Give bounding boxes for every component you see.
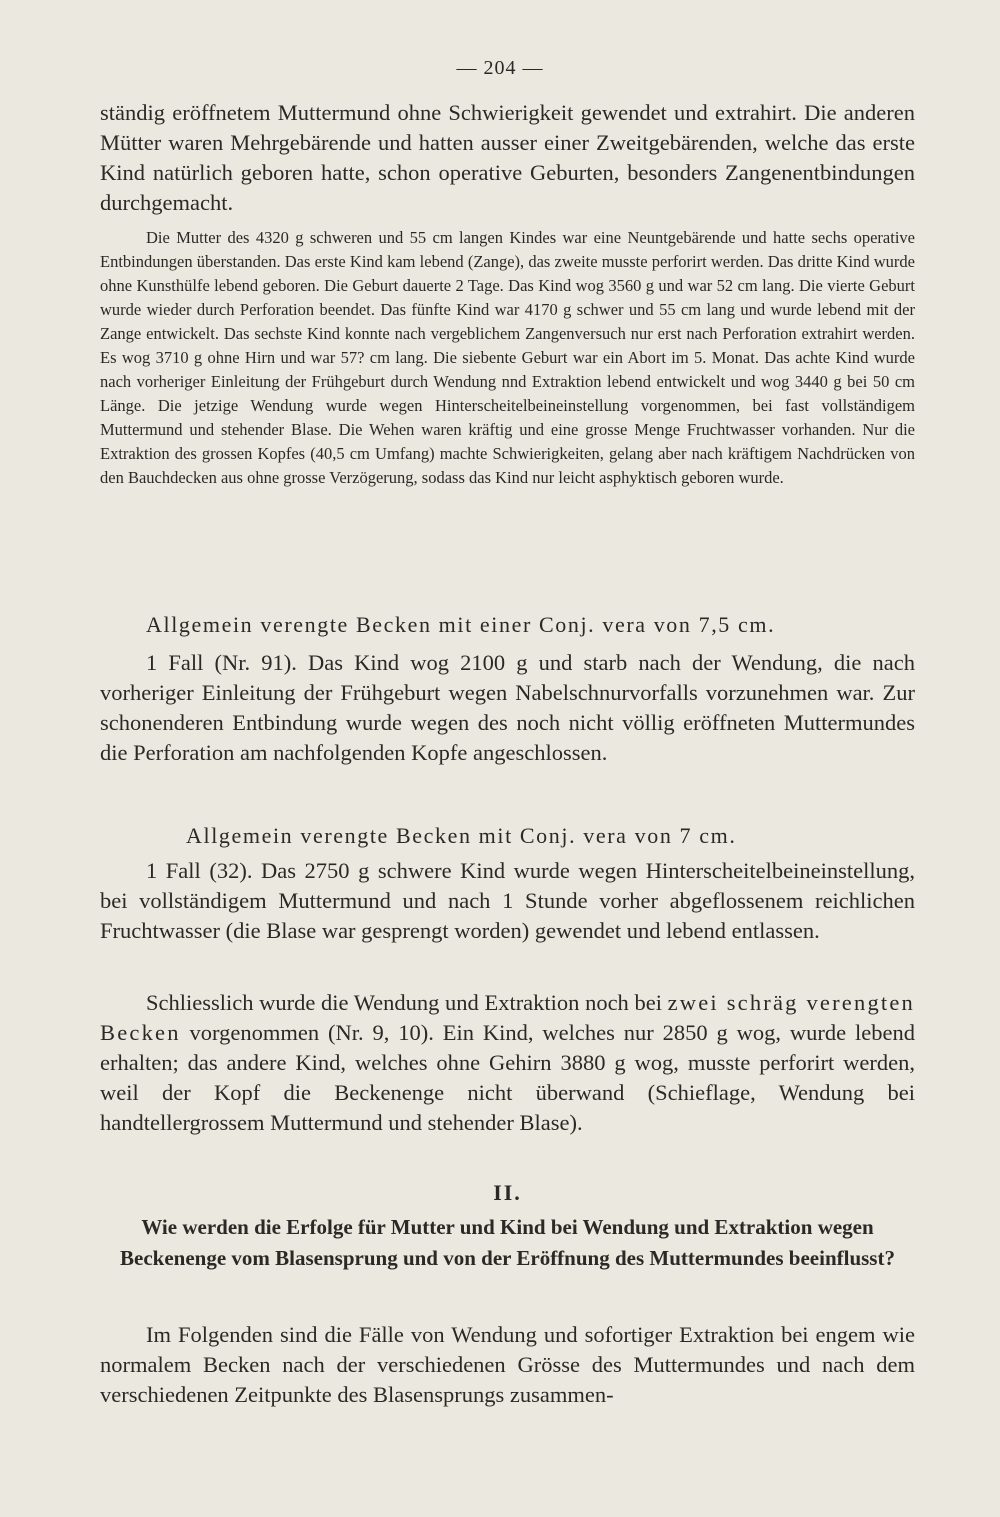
paragraph-case-91: 1 Fall (Nr. 91). Das Kind wog 2100 g und starb nach der Wendung, die nach vorheriger Einleitung der Frühgeburt wegen Nabelschnurvorfalls vorzunehmen war. Zur schonenderen Entbindung wurde wegen des noch nicht völlig eröffneten Muttermundes die Perforation am nachfolgenden Kopfe angeschlossen. [100, 650, 915, 765]
paragraph-case-32: 1 Fall (32). Das 2750 g schwere Kind wurde wegen Hinterscheitelbeineinstellung, bei vollständigem Muttermund und nach 1 Stunde vorher abgeflossenem reichlichen Fruchtwasser (die Blase war gesprengt worden) gewendet und lebend entlassen. [100, 858, 915, 943]
paragraph-oblique-pelvis [100, 988, 915, 1138]
paragraph-section-intro: Im Folgenden sind die Fälle von Wendung und sofortiger Extraktion bei engem wie normalem Becken nach der verschiedenen Grösse des Muttermundes und nach dem verschiedenen Zeitpunkte des Blasensprungs zusammen- [100, 1322, 915, 1407]
paragraph-oblique-lead: Schliesslich wurde die Wendung und Extraktion noch bei [146, 990, 668, 1015]
paragraph-intro: ständig eröffnetem Muttermund ohne Schwierigkeit gewendet und extrahirt. Die anderen Mütter waren Mehrgebärende und hatten ausser einer Zweitgebärenden, welche das erste Kind natürlich geboren hatte, schon operative Geburten, besonders Zangenentbindungen durchgemacht. [100, 100, 915, 215]
section-number: II. [493, 1180, 522, 1205]
section-title: Wie werden die Erfolge für Mutter und Kind bei Wendung und Extraktion wegen Beckenenge vom Blasensprung und von der Eröffnung des Muttermundes beeinflusst? [120, 1215, 895, 1270]
subheading-conj-7: Allgemein verengte Becken mit Conj. vera von 7 cm. [186, 823, 737, 848]
spaced-term-oblique-pelvis: zwei schräg verengten Becken [100, 990, 915, 1045]
subheading-conj-7-5: Allgemein verengte Becken mit einer Conj. vera von 7,5 cm. [146, 612, 776, 637]
page-number: — 204 — [456, 57, 544, 79]
paragraph-oblique-rest: vorgenommen (Nr. 9, 10). Ein Kind, welches nur 2850 g wog, wurde lebend erhalten; das andere Kind, welches ohne Gehirn 3880 g wog, musste perforirt werden, weil der Kopf die Beckenenge nicht überwand (Schieflage, Wendung bei handtellergrossem Muttermund und stehender Blase). [100, 1020, 915, 1135]
paragraph-small-print: Die Mutter des 4320 g schweren und 55 cm langen Kindes war eine Neuntgebärende und hatte sechs operative Entbindungen überstanden. Das erste Kind kam lebend (Zange), das zweite musste perforirt werden. Das dritte Kind wurde ohne Kunsthülfe lebend geboren. Die Geburt dauerte 2 Tage. Das Kind wog 3560 g und war 52 cm lang. Die vierte Geburt wurde wieder durch Perforation beendet. Das fünfte Kind war 4170 g schwer und 55 cm lang und wurde lebend mit der Zange entwickelt. Das sechste Kind konnte nach vergeblichem Zangenversuch nur erst nach Perforation extrahirt werden. Es wog 3710 g ohne Hirn und war 57? cm lang. Die siebente Geburt war ein Abort im 5. Monat. Das achte Kind wurde nach vorheriger Einleitung der Frühgeburt durch Wendung nnd Extraktion lebend entwickelt und wog 3440 g bei 50 cm Länge. Die jetzige Wendung wurde wegen Hinterscheitelbeineinstellung vorgenommen, bei fast vollständigem Muttermund und stehender Blase. Die Wehen waren kräftig und eine grosse Menge Fruchtwasser vorhanden. Nur die Extraktion des grossen Kopfes (40,5 cm Umfang) machte Schwierigkeiten, gelang aber nach kräftigem Nachdrücken von den Bauchdecken aus ohne grosse Verzögerung, sodass das Kind nur leicht asphyktisch geboren wurde. [100, 228, 915, 487]
